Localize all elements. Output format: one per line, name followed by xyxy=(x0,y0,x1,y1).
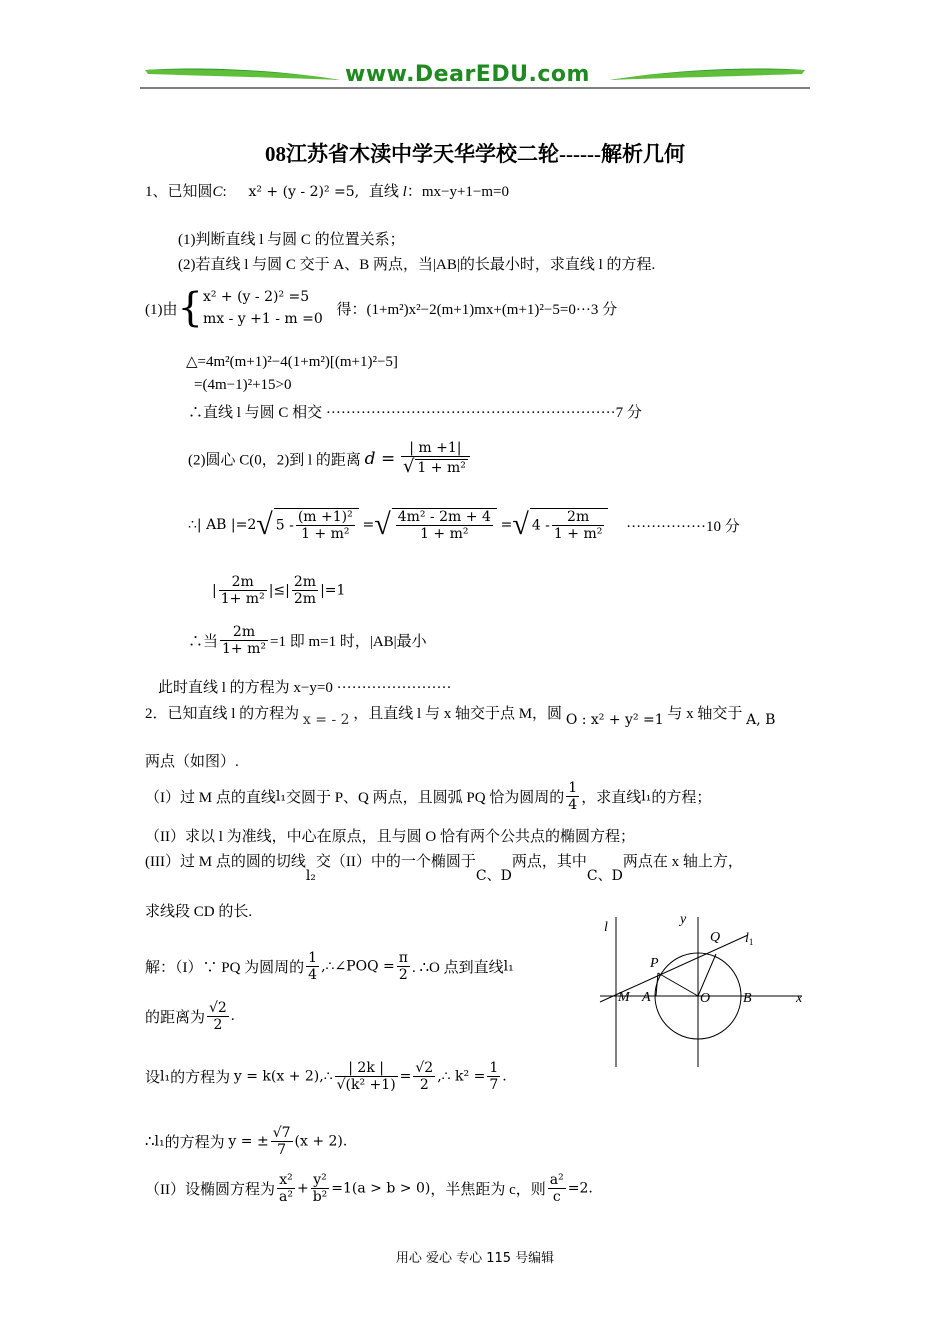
sol2-s3-a: 设 xyxy=(145,1070,161,1087)
sol2-s1-frac-num: 1 xyxy=(308,950,318,966)
sol2-s3-num: | 2k | xyxy=(335,1060,398,1077)
q2-p3-b: 交（II）中的一个椭圆于 xyxy=(315,854,476,870)
page-title: 08江苏省木渎中学天华学校二轮------解析几何 xyxy=(265,142,685,166)
sol2-s3-b: 的方程为 xyxy=(170,1070,231,1087)
q2-stem-c: 与 x 轴交于 xyxy=(667,706,743,722)
sol2-s1-l1: l₁ xyxy=(503,958,514,975)
q2-p1-d: 的方程； xyxy=(651,790,712,807)
sol2-s1-pi-den: 2 xyxy=(398,967,408,984)
sol2-s5-b: ，半焦距为 c，则 xyxy=(430,1182,546,1199)
sol2-line4 xyxy=(145,1125,347,1158)
sol1-when xyxy=(188,624,427,657)
q1-part1: (1)判断直线 l 与圆 C 的位置关系； xyxy=(178,232,405,248)
sol1-ineq-rhs: |=1 xyxy=(320,582,346,599)
sol1-when-suffix: =1 即 m=1 时，|AB|最小 xyxy=(270,634,427,651)
sol1-system: (1)由{ x² + (y - 2)² =5 mx - y +1 - m =0 得：(1+m²)x²−2(m+1)mx+(m+1)²−5=0···3 分 xyxy=(145,285,618,332)
sol2-s4-a: ∴ xyxy=(145,1134,155,1151)
sol2-s4-num: √7 xyxy=(272,1125,291,1141)
q2-part2: （II）求以 l 为准线，中心在原点，且与圆 O 恰有两个公共点的椭圆方程； xyxy=(145,829,635,845)
segment-op xyxy=(658,973,698,996)
sol1-ineq-num2: 2m xyxy=(293,574,317,590)
sol1-ineq-mid: |≤| xyxy=(268,582,290,599)
sol2-line5 xyxy=(145,1172,593,1205)
sol2-s1-a: 解：（I）∵ PQ 为圆周的 xyxy=(145,960,305,977)
sol1-ineq-den1: 1+ m² xyxy=(220,591,265,608)
label-o: O xyxy=(700,991,711,1006)
sol2-s4-b: 的方程为 xyxy=(164,1135,225,1152)
label-b: B xyxy=(743,991,752,1006)
q2-p1-frac-den: 4 xyxy=(568,797,578,814)
sol2-s3-eq2: = xyxy=(399,1068,412,1085)
sol2-s2-dot: . xyxy=(230,1008,235,1025)
sol2-s3-den2: 2 xyxy=(419,1077,429,1094)
sol2-s5-eq: =1(a > b > 0) xyxy=(331,1180,431,1197)
q1-part2: (2)若直线 l 与圆 C 交于 A、B 两点，当|AB|的长最小时，求直线 l 的方程. xyxy=(178,257,656,273)
sol2-s4-eq: y = ± xyxy=(228,1133,269,1150)
sol1-ab-term2-den: 1 + m² xyxy=(420,526,469,543)
header-banner xyxy=(140,58,810,98)
q2-p1-b: 交圆于 P、Q 两点，且圆弧 PQ 恰为圆周的 xyxy=(285,790,565,807)
q2-p1-l1-again: l₁ xyxy=(641,788,652,805)
q2-part1 xyxy=(145,780,711,813)
q2-part3 xyxy=(145,850,743,884)
sol2-s3-den: √(k² +1) xyxy=(336,1077,396,1094)
q2-stem xyxy=(145,702,776,728)
sol1-derived-equation: 得：(1+m²)x²−2(m+1)mx+(m+1)²−5=0···3 分 xyxy=(336,301,618,318)
sol2-s2-a: 的距离为 xyxy=(145,1010,206,1027)
sol1-system-row1: x² + (y - 2)² =5 xyxy=(202,289,310,305)
label-a: A xyxy=(642,990,651,1005)
sol1-when-num: 2m xyxy=(220,624,268,641)
q2-p3-c: 两点，其中 xyxy=(511,854,587,870)
label-x: x xyxy=(796,991,803,1006)
q2-p1-a: （I）过 M 点的直线 xyxy=(145,790,276,807)
sol1-when-prefix: ∴当 xyxy=(188,634,219,651)
q2-part3-e: 求线段 CD 的长. xyxy=(145,904,253,920)
label-l1-sub: 1 xyxy=(748,937,754,947)
q2-circle-equation: O : x² + y² =1 xyxy=(565,712,664,728)
q2-stem-b: ，且直线 l 与 x 轴交于点 M，圆 xyxy=(353,706,563,722)
sol1-ab-term3-num: 2m xyxy=(552,509,604,526)
sol1-ab-term3: 4 - xyxy=(531,517,550,534)
sol1-you: (1)由 xyxy=(145,301,178,318)
q2-p3-d: 两点在 x 轴上方， xyxy=(622,854,743,870)
q2-p1-frac-num: 1 xyxy=(568,780,578,796)
sol2-s3-num2: √2 xyxy=(415,1060,434,1076)
sol1-ab-prefix: ∴| AB |=2 xyxy=(188,517,257,534)
q2-line-equation: x = - 2 xyxy=(302,712,350,728)
site-logo: www.DearEDU.com xyxy=(345,62,590,87)
sol2-s3-num3: 1 xyxy=(489,1060,499,1076)
label-l: l xyxy=(604,920,608,935)
sol2-s5-a: （II）设椭圆方程为 xyxy=(145,1182,275,1199)
sol1-ab-term1-num: (m +1)² xyxy=(297,509,353,525)
sol2-s4-den: 7 xyxy=(277,1142,287,1159)
q2-stem-d: 两点（如图）. xyxy=(145,754,239,770)
label-q: Q xyxy=(710,930,721,945)
segment-oq xyxy=(698,954,716,996)
sol1-ineq-den2: 2m xyxy=(293,591,317,608)
sol2-s3-dot: . xyxy=(502,1068,507,1085)
sol1-ab-score: ················10 分 xyxy=(626,518,740,535)
sol1-when-den: 1+ m² xyxy=(222,641,266,658)
q1-circle-name: C xyxy=(212,184,223,200)
label-l1-main: l xyxy=(745,931,749,946)
sol1-d-numerator: | m +1| xyxy=(401,440,470,457)
q2-stem-a: 2．已知直线 l 的方程为 xyxy=(145,706,300,722)
sol2-s4-l1: l₁ xyxy=(154,1133,165,1150)
q1-line-equation: ：mx−y+1−m=0 xyxy=(406,184,509,200)
q2-p3-l2: l₂ xyxy=(305,868,316,884)
sol2-s4-tail: (x + 2). xyxy=(294,1133,348,1150)
label-l1 xyxy=(745,931,753,947)
sol2-s5-tail: =2. xyxy=(567,1180,593,1197)
sol1-distance: (2)圆心 C(0，2)到 l 的距离 d = $\frac{| m +1|}{\text{√ 1 + m²}}$ xyxy=(188,440,472,478)
sol2-s5-plus: + xyxy=(296,1180,309,1197)
sol1-ab-term1-den: 1 + m² xyxy=(301,526,350,543)
sol2-s3-eq: y = k(x + 2),∴ xyxy=(233,1068,333,1085)
sol1-part2-intro: (2)圆心 C(0，2)到 l 的距离 xyxy=(188,452,361,469)
sol2-s2-den: 2 xyxy=(213,1017,223,1034)
q1-label: 1、已知圆 xyxy=(145,184,213,200)
sol1-delta2: =(4m−1)²+15>0 xyxy=(194,377,292,393)
label-m: M xyxy=(618,990,630,1005)
sol2-s5-n1: x² xyxy=(277,1172,295,1189)
q1-circle-equation: x² + (y - 2)² =5, xyxy=(248,184,360,200)
sol2-s2-num: √2 xyxy=(209,1000,227,1016)
sol2-s5-n3: a² xyxy=(549,1172,564,1188)
sol1-system-row2: mx - y +1 - m =0 xyxy=(202,311,323,328)
sol1-ab-term1: 5 - xyxy=(275,517,294,534)
sol1-d-denominator: 1 + m² xyxy=(417,460,466,477)
sol2-line1 xyxy=(145,950,514,983)
sol1-final: 此时直线 l 的方程为 x−y=0 ······················· xyxy=(158,680,452,696)
sol2-s3-eq3: ,∴ k² = xyxy=(437,1068,486,1085)
sol1-ab-length: ∴| AB |=2√ 5 - $\frac{\text{(m +1)²}}{\text{1 + m²}}$ =√ $\frac{\text{4m² - 2m + 4}}{\text{1 + m²}}$ =√ 4 - $\frac{2m}{\text{1 + m²}}$ ················10 分 xyxy=(188,508,740,543)
sol2-s1-b: ,∴∠POQ = xyxy=(321,958,395,975)
q2-p3-cd1: C、D xyxy=(475,868,512,884)
sol1-ineq-num1: 2m xyxy=(219,574,267,591)
sol1-ab-term2-num: 4m² - 2m + 4 xyxy=(397,509,491,525)
sol2-s5-d2: b² xyxy=(312,1189,328,1206)
sol1-ab-term3-den: 1 + m² xyxy=(553,526,603,543)
sol2-s1-frac-den: 4 xyxy=(308,967,318,984)
sol1-d-lhs: d = xyxy=(364,448,396,469)
sol1-delta1: △=4m²(m+1)²−4(1+m²)[(m+1)²−5] xyxy=(186,354,398,370)
q2-p3-cd2: C、D xyxy=(586,868,623,884)
q2-points-ab: A, B xyxy=(746,712,776,728)
sol1-inequality: | $\frac{2m}{\text{1+ m²}}$ |≤| $\frac{2m}{2m}$ |=1 xyxy=(212,574,346,608)
q2-p1-c: ，求直线 xyxy=(581,790,642,807)
sol2-s3-den3: 7 xyxy=(489,1077,499,1094)
label-y: y xyxy=(680,912,687,927)
sol2-s1-pi-num: π xyxy=(398,950,408,966)
sol2-line3 xyxy=(145,1060,507,1093)
sol2-s5-d1: a² xyxy=(279,1189,293,1206)
sol1-conclusion: ∴直线 l 与圆 C 相交 ··························································7 分 xyxy=(188,405,642,421)
q2-p3-a: (III）过 M 点的圆的切线 xyxy=(145,854,306,870)
q1-stem: 1、已知圆C: x² + (y - 2)² =5, 直线 l：mx−y+1−m=0 xyxy=(145,184,509,200)
geometry-figure xyxy=(590,905,820,1075)
page-footer: 用心 爱心 专心 115 号编辑 xyxy=(395,1251,555,1266)
sol2-s1-c: . ∴O 点到直线 xyxy=(411,960,504,977)
sol2-s3-l1: l₁ xyxy=(160,1068,171,1085)
sol2-line2 xyxy=(145,1000,235,1033)
q2-p1-l1: l₁ xyxy=(275,788,286,805)
sol2-s5-d3: c xyxy=(552,1189,561,1206)
q1-line-label: 直线 xyxy=(368,184,399,200)
sol2-s5-n2: y² xyxy=(311,1172,330,1189)
label-p: P xyxy=(650,956,659,971)
